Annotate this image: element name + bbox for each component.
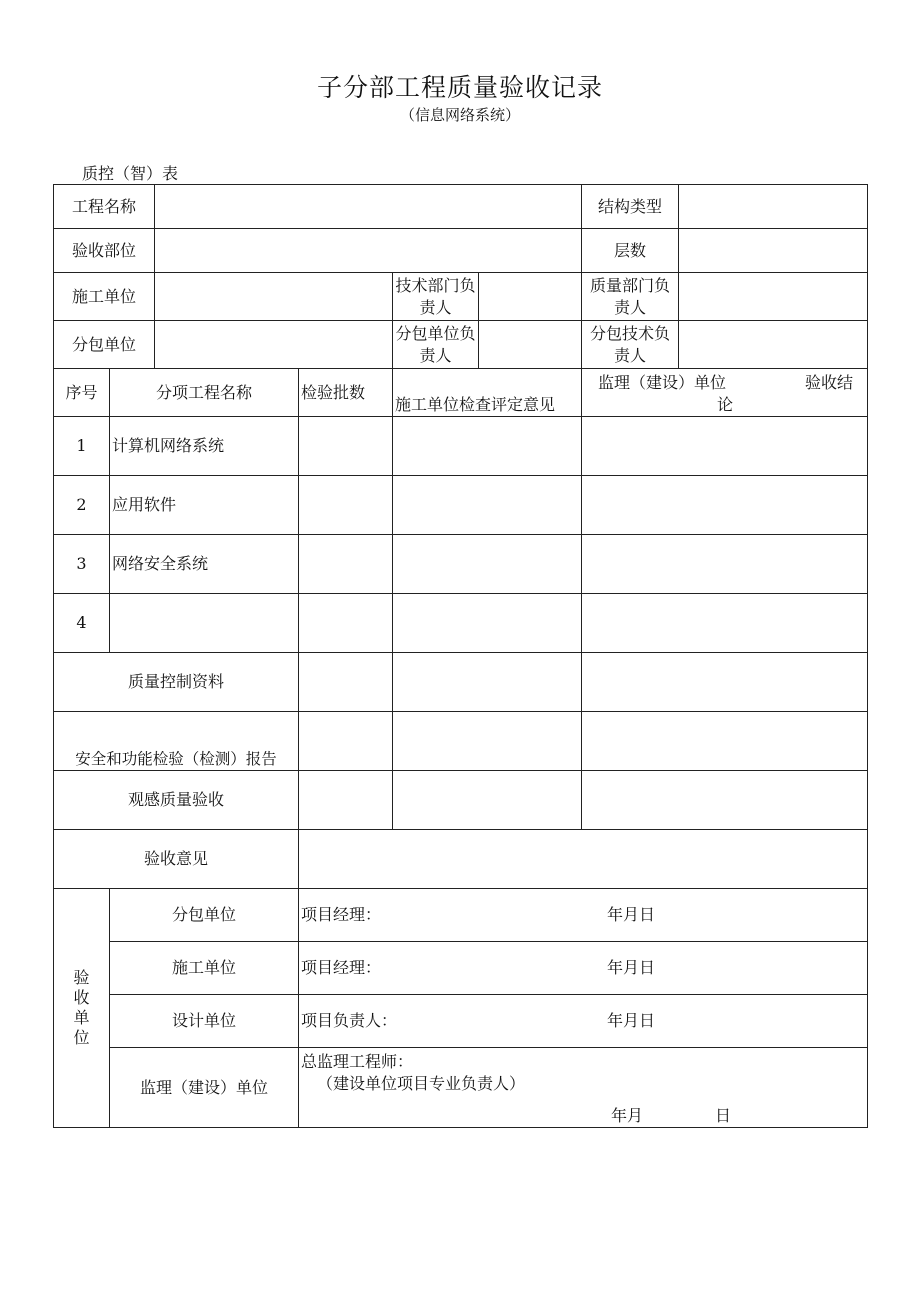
appearance-conclusion-field[interactable] [582, 771, 868, 830]
item-opinion-field[interactable] [393, 476, 582, 535]
item-name: 计算机网络系统 [110, 417, 299, 476]
tech-dept-head-label: 技术部门负责人 [393, 273, 479, 321]
signoff-date-day: 日 [715, 1105, 732, 1125]
quality-docs-label: 质量控制资料 [54, 653, 299, 712]
item-conclusion-field[interactable] [582, 417, 868, 476]
supervision-conclusion-header [582, 369, 868, 417]
item-batches-field[interactable] [299, 594, 393, 653]
item-conclusion-field[interactable] [582, 535, 868, 594]
acceptance-units-label: 验收单位 [73, 968, 90, 1047]
supervision-header-part-a: 监理（建设）单位 [598, 372, 727, 392]
item-seq: 1 [54, 417, 110, 476]
acceptance-part-label: 验收部位 [54, 229, 155, 273]
structure-type-label: 结构类型 [582, 185, 679, 229]
tech-dept-head-field[interactable] [479, 273, 582, 321]
signoff-role: 项目经理： [301, 958, 382, 977]
floors-field[interactable] [679, 229, 868, 273]
table-row [54, 535, 868, 594]
item-conclusion-field[interactable] [582, 594, 868, 653]
signoff-date: 年月日 [607, 958, 656, 977]
item-name: 应用软件 [110, 476, 299, 535]
safety-report-label: 安全和功能检验（检测）报告 [54, 712, 299, 771]
safety-report-conclusion-field[interactable] [582, 712, 868, 771]
supervision-header-part-c: 论 [717, 394, 734, 414]
signoff-unit-label: 监理（建设）单位 [110, 1048, 299, 1128]
form-code: 质控（智）表 [82, 164, 179, 183]
table-row [54, 476, 868, 535]
quality-dept-head-field[interactable] [679, 273, 868, 321]
item-batches-field[interactable] [299, 417, 393, 476]
item-name-header: 分项工程名称 [110, 369, 299, 417]
signoff-unit-label: 分包单位 [110, 889, 299, 942]
item-seq: 4 [54, 594, 110, 653]
acceptance-form-table [53, 184, 868, 1128]
acceptance-opinion-label: 验收意见 [54, 830, 299, 889]
item-name: 网络安全系统 [110, 535, 299, 594]
quality-dept-head-label: 质量部门负责人 [582, 273, 679, 321]
signoff-field[interactable] [299, 942, 868, 995]
safety-report-batches-field[interactable] [299, 712, 393, 771]
subcontract-tech-head-field[interactable] [679, 321, 868, 369]
item-seq: 2 [54, 476, 110, 535]
construction-unit-field[interactable] [155, 273, 393, 321]
appearance-opinion-field[interactable] [393, 771, 582, 830]
signoff-role: 项目负责人： [301, 1011, 398, 1030]
signoff-date-year-month: 年月 [611, 1105, 644, 1125]
appearance-batches-field[interactable] [299, 771, 393, 830]
signoff-role: 项目经理： [301, 905, 382, 924]
item-batches-field[interactable] [299, 476, 393, 535]
seq-header: 序号 [54, 369, 110, 417]
subcontract-head-field[interactable] [479, 321, 582, 369]
quality-docs-batches-field[interactable] [299, 653, 393, 712]
item-opinion-field[interactable] [393, 535, 582, 594]
item-opinion-field[interactable] [393, 417, 582, 476]
acceptance-part-field[interactable] [155, 229, 582, 273]
signoff-date: 年月日 [607, 1011, 656, 1030]
signoff-unit-label: 施工单位 [110, 942, 299, 995]
chief-supervisor-label: 总监理工程师： [301, 1051, 414, 1071]
item-seq: 3 [54, 535, 110, 594]
batches-header: 检验批数 [299, 369, 393, 417]
appearance-label: 观感质量验收 [54, 771, 299, 830]
floors-label: 层数 [582, 229, 679, 273]
signoff-field[interactable] [299, 889, 868, 942]
supervision-signoff-field[interactable] [299, 1048, 868, 1128]
project-name-label: 工程名称 [54, 185, 155, 229]
safety-report-opinion-field[interactable] [393, 712, 582, 771]
subcontract-head-label: 分包单位负责人 [393, 321, 479, 369]
subcontract-unit-label: 分包单位 [54, 321, 155, 369]
quality-docs-conclusion-field[interactable] [582, 653, 868, 712]
signoff-unit-label: 设计单位 [110, 995, 299, 1048]
table-row [54, 594, 868, 653]
item-conclusion-field[interactable] [582, 476, 868, 535]
project-name-field[interactable] [155, 185, 582, 229]
structure-type-field[interactable] [679, 185, 868, 229]
table-row [54, 417, 868, 476]
acceptance-opinion-field[interactable] [299, 830, 868, 889]
subcontract-tech-head-label: 分包技术负责人 [582, 321, 679, 369]
construction-opinion-header: 施工单位检查评定意见 [393, 369, 582, 417]
item-name[interactable] [110, 594, 299, 653]
item-batches-field[interactable] [299, 535, 393, 594]
acceptance-units-group [54, 889, 110, 1128]
item-opinion-field[interactable] [393, 594, 582, 653]
subcontract-unit-field[interactable] [155, 321, 393, 369]
quality-docs-opinion-field[interactable] [393, 653, 582, 712]
signoff-date: 年月日 [607, 905, 656, 924]
owner-lead-label: （建设单位项目专业负责人） [317, 1073, 526, 1093]
construction-unit-label: 施工单位 [54, 273, 155, 321]
page-subtitle: （信息网络系统） [399, 106, 520, 124]
signoff-field[interactable] [299, 995, 868, 1048]
supervision-header-part-b: 验收结 [805, 372, 854, 392]
page-title: 子分部工程质量验收记录 [316, 73, 603, 102]
